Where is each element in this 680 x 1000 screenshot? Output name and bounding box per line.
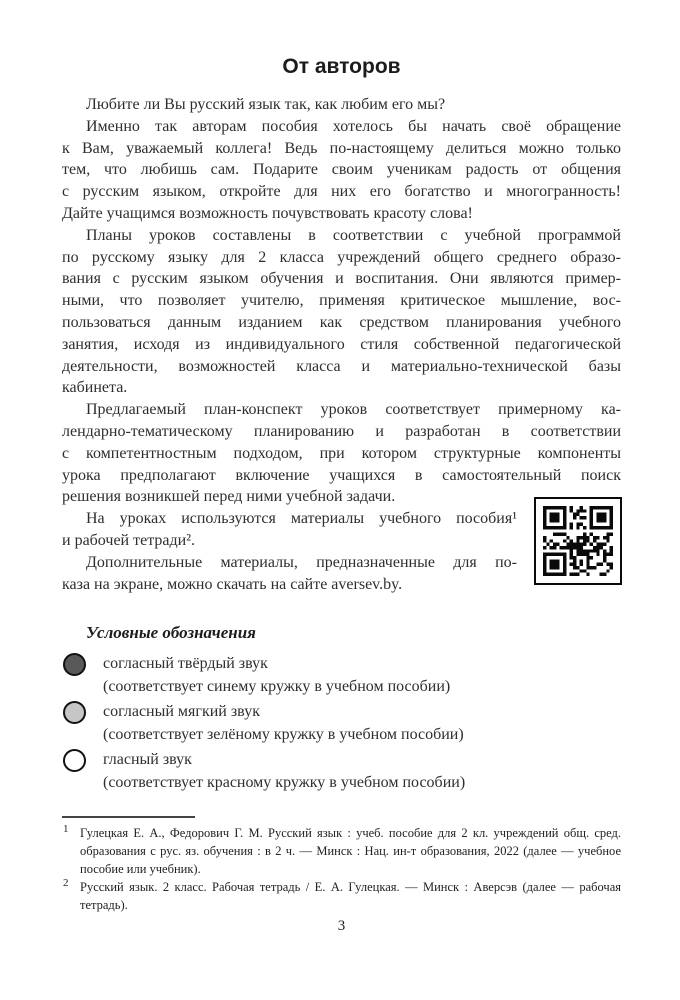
paragraph-line: по русскому языку для 2 класса учреждений общего среднего образо-	[62, 248, 621, 266]
legend-text	[103, 700, 464, 746]
legend-label: согласный мягкий звук	[103, 703, 260, 721]
qr-code-pattern	[543, 506, 613, 576]
paragraph-line: с русским языком, откройте для них его богатство и многогранность!	[62, 183, 621, 201]
page-number: 3	[337, 918, 346, 935]
paragraph	[62, 508, 517, 552]
paragraph-line: тем, что любишь сам. Подарите своим ученикам радость от общения	[62, 161, 621, 179]
paragraph-line: Любите ли Вы русский язык так, как любим его мы?	[86, 96, 446, 113]
legend-item	[63, 652, 621, 698]
paragraph	[62, 225, 621, 399]
paragraph-line: и рабочей тетради².	[62, 531, 195, 549]
hard-consonant-circle-icon	[63, 653, 86, 676]
legend-text	[103, 748, 465, 794]
paragraph-line: Предлагаемый план-конспект уроков соответствует примерному ка-	[86, 401, 621, 419]
footnote-divider	[62, 816, 195, 818]
legend-note: (соответствует зелёному кружку в учебном пособии)	[103, 726, 464, 744]
legend-item	[63, 700, 621, 746]
paragraph-line: На уроках используются материалы учебного пособия¹	[86, 510, 517, 528]
paragraph-line: пользоваться данным изданием как средством планирования учебного	[62, 313, 621, 331]
legend-label: гласный звук	[103, 751, 192, 769]
paragraph	[62, 399, 621, 508]
footnote-marker: 1	[63, 823, 69, 836]
legend-label: согласный твёрдый звук	[103, 655, 268, 673]
legend-section	[62, 620, 621, 794]
paragraph-line: урока предполагают включение учащихся в самостоятельный поиск	[62, 466, 621, 484]
paragraph-line: Дополнительные материалы, предназначенные для по-	[86, 553, 517, 571]
paragraph-line: к Вам, уважаемый коллега! Ведь по-настоящему делиться можно только	[62, 139, 621, 157]
footnote-text: Гулецкая Е. А., Федорович Г. М. Русский язык : учеб. пособие для 2 кл. учреждений общ. сред. образования с рус. яз. обучения : в 2 ч. — Минск : Нац. ин-т образования, 2022 (далее — учебное пособие или учебник).	[80, 826, 621, 877]
footnote	[62, 824, 621, 878]
paragraph-line: Дайте учащимся возможность почувствовать красоту слова!	[62, 204, 473, 222]
legend-note: (соответствует синему кружку в учебном пособии)	[103, 678, 451, 696]
footnote-text: Русский язык. 2 класс. Рабочая тетрадь / Е. А. Гулецкая. — Минск : Аверсэв (далее — рабочая тетрадь).	[80, 880, 621, 913]
footnote	[62, 878, 621, 914]
paragraph-line: вания с русским языком обучения и воспитания. Они являются пример-	[62, 270, 621, 288]
paragraph-line: решения возникшей перед ними учебной задачи.	[62, 488, 396, 506]
paragraph-line: занятия, исходя из индивидуального стиля собственной педагогической	[62, 335, 621, 353]
footnotes-section	[62, 816, 621, 914]
vowel-circle-icon	[63, 749, 86, 772]
page-title: От авторов	[282, 55, 401, 78]
legend-note: (соответствует красному кружку в учебном пособии)	[103, 774, 466, 792]
legend-heading: Условные обозначения	[86, 623, 256, 643]
footnote-marker: 2	[63, 877, 69, 890]
paragraph-line: с компетентностным подходом, при котором структурные компоненты	[62, 444, 621, 462]
paragraph	[62, 116, 621, 225]
legend-items	[62, 652, 621, 794]
paragraph-line: Планы уроков составлены в соответствии с учебной программой	[86, 226, 621, 244]
paragraph-line: Именно так авторам пособия хотелось бы начать своё обращение	[86, 117, 621, 135]
paragraph-line: лендарно-тематическому планированию и разработан в соответствии	[62, 422, 621, 440]
paragraph-line: каза на экране, можно скачать на сайте aversev.by.	[62, 575, 403, 593]
paragraph-line: ными, что позволяет учителю, применяя критическое мышление, вос-	[62, 292, 621, 310]
qr-code	[534, 497, 622, 585]
legend-item	[63, 748, 621, 794]
soft-consonant-circle-icon	[63, 701, 86, 724]
legend-text	[103, 652, 450, 698]
paragraph	[62, 94, 621, 116]
page-content	[62, 0, 621, 934]
footnote-list	[62, 824, 621, 914]
paragraph-line: деятельности, возможностей класса и материально-технической базы	[62, 357, 621, 375]
paragraph	[62, 552, 517, 596]
paragraph-line: кабинета.	[62, 379, 128, 397]
